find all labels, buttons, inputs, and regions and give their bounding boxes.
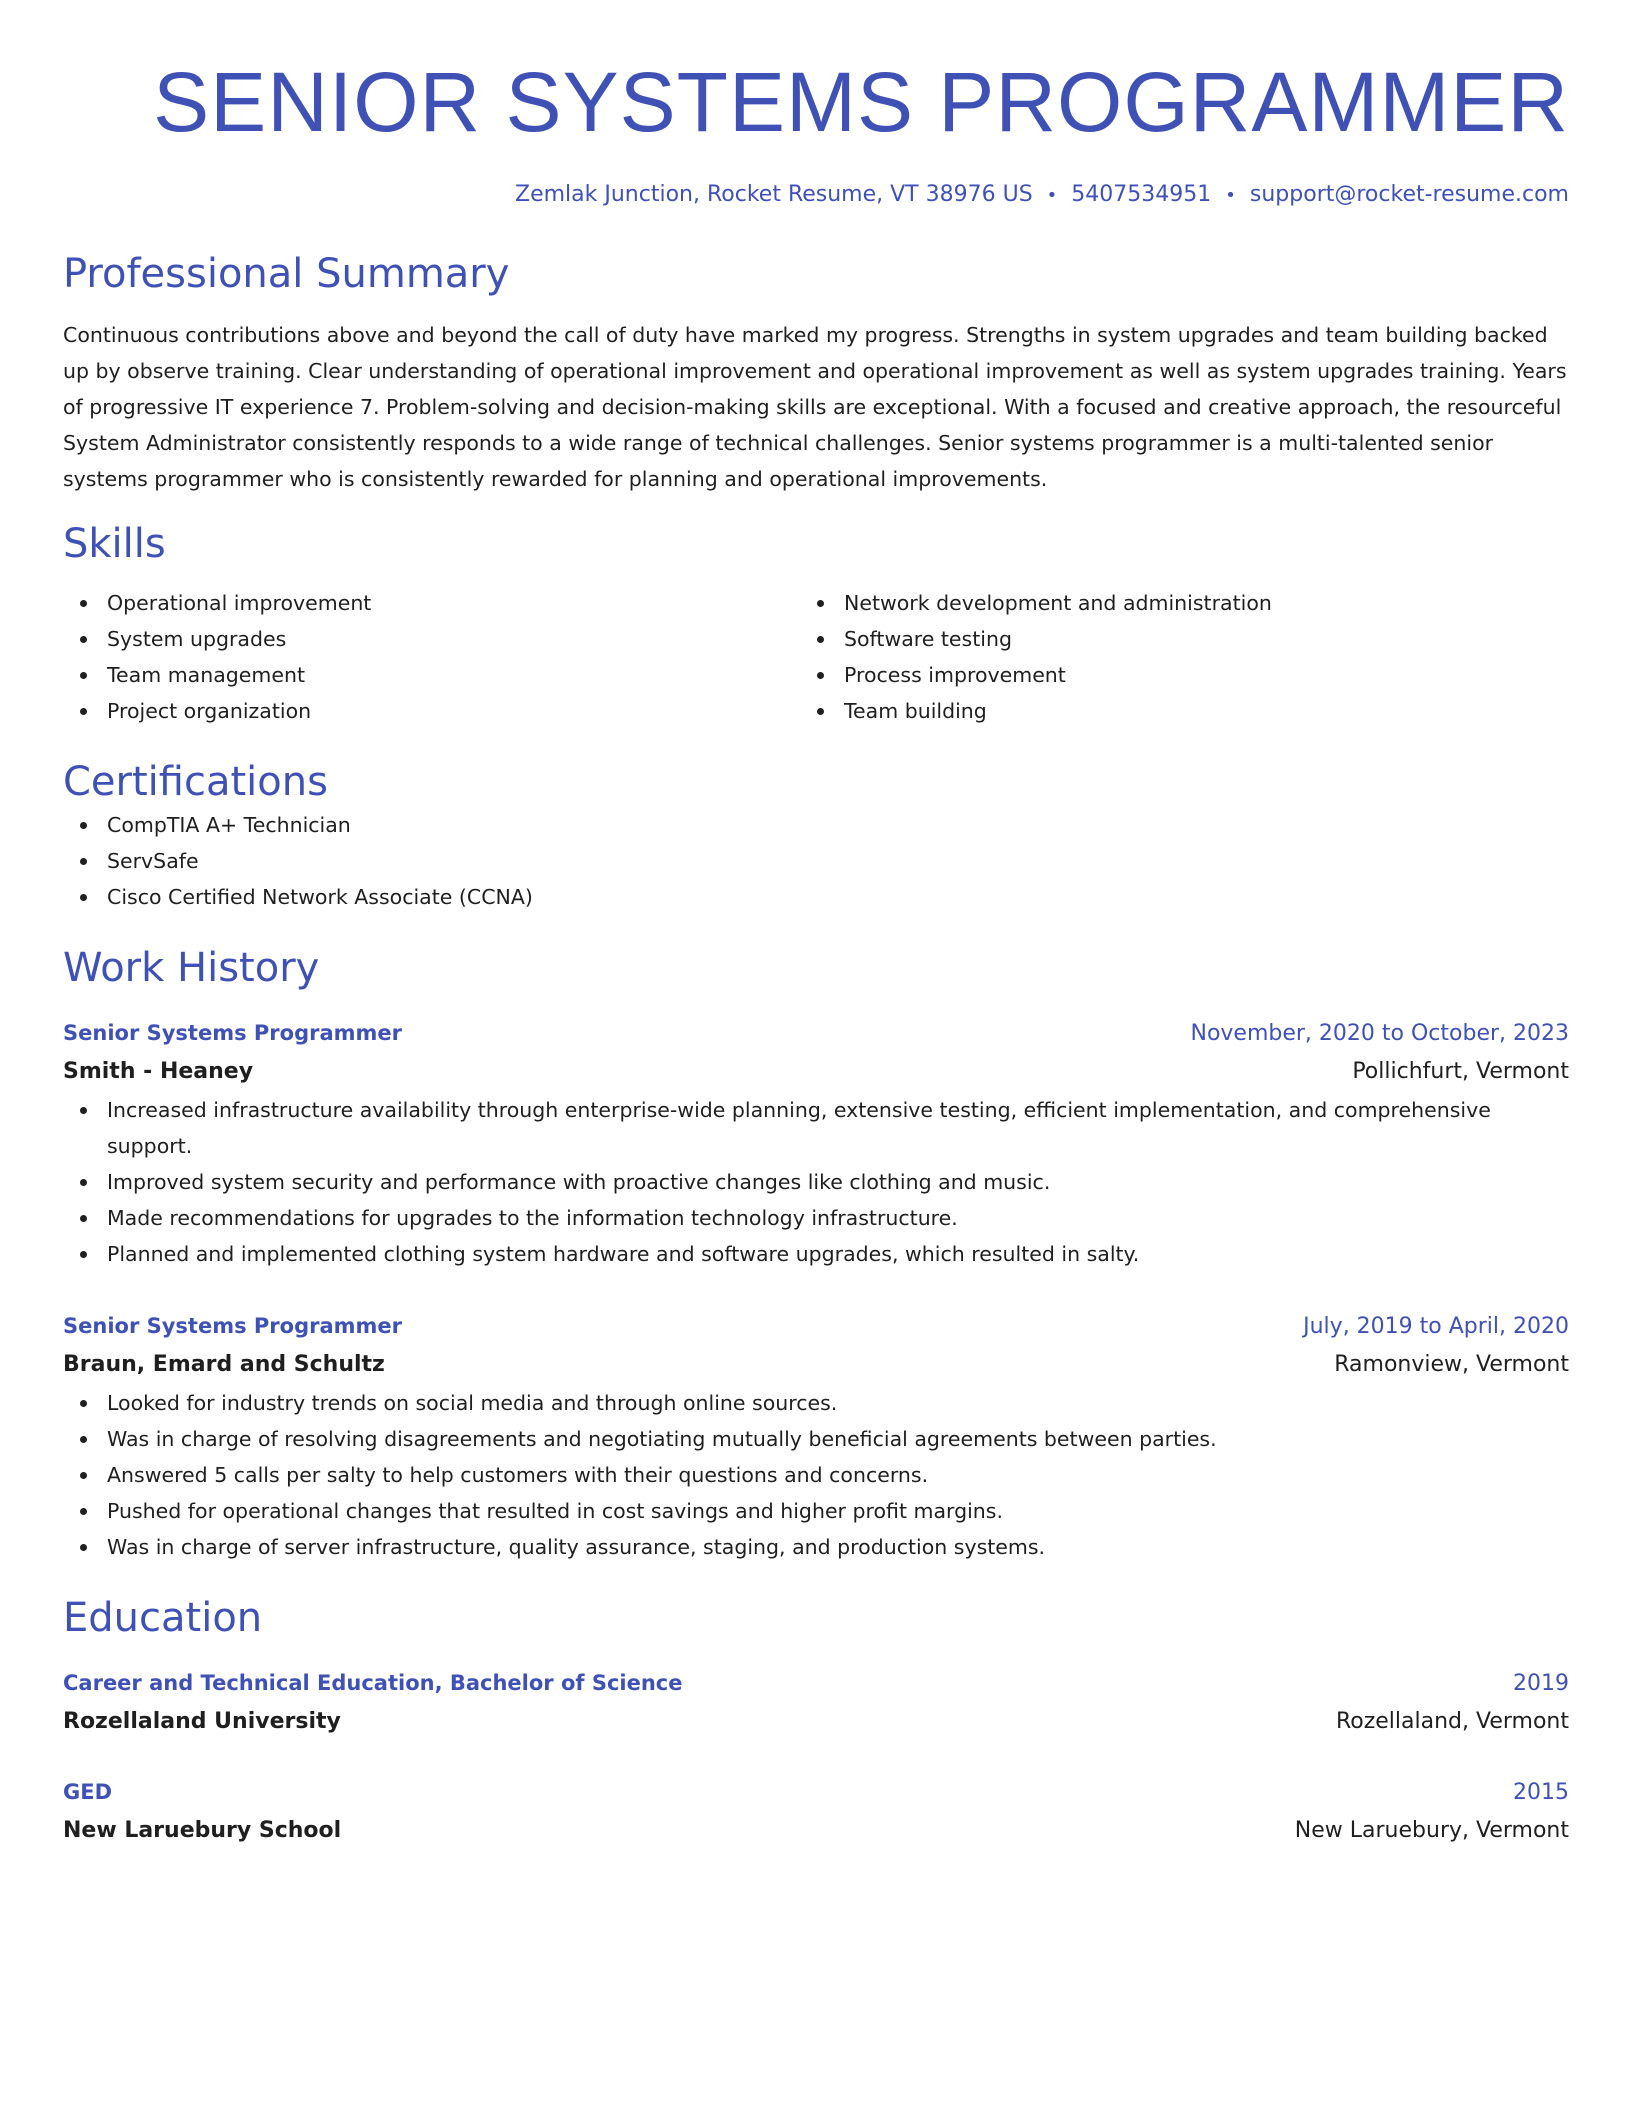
section-title-certifications: Certifications: [63, 759, 328, 805]
bullet-dot-icon: [80, 1215, 87, 1222]
skills-list-right: [800, 585, 1569, 729]
job-employer-row: [63, 1052, 1569, 1092]
skill-item: Operational improvement: [63, 585, 800, 621]
bullet-dot-icon: [80, 1107, 87, 1114]
job-bullets: [63, 1092, 1569, 1272]
job-header-row: [63, 1015, 1569, 1052]
job-employer: Braun, Emard and Schultz: [63, 1352, 385, 1377]
skill-item: Team management: [63, 657, 800, 693]
education-header-row: [63, 1774, 1569, 1811]
bullet-dot-icon: [817, 672, 824, 679]
section-title-work-history: Work History: [63, 945, 320, 991]
bullet-dot-icon: [817, 600, 824, 607]
job-employer-row: [63, 1345, 1569, 1385]
job-bullet-item: Planned and implemented clothing system hardware and software upgrades, which resulted in salty.: [63, 1236, 1569, 1272]
skill-item: Software testing: [800, 621, 1569, 657]
bullet-dot-icon: [80, 1472, 87, 1479]
bullet-dot-icon: [817, 636, 824, 643]
bullet-dot-icon: [80, 600, 87, 607]
bullet-dot-icon: [80, 1251, 87, 1258]
contact-separator: •: [1225, 185, 1236, 206]
education-year: 2019: [1513, 1671, 1569, 1696]
resume-header: [63, 52, 1569, 211]
education-year: 2015: [1513, 1780, 1569, 1805]
contact-phone[interactable]: 5407534951: [1071, 182, 1212, 207]
skill-item: System upgrades: [63, 621, 800, 657]
section-title-skills: Skills: [63, 521, 166, 567]
skill-item: Project organization: [63, 693, 800, 729]
section-title-summary: Professional Summary: [63, 251, 510, 297]
job-employer: Smith - Heaney: [63, 1059, 254, 1084]
education-entry: [63, 1774, 1569, 1851]
bullet-dot-icon: [80, 1400, 87, 1407]
job-title: Senior Systems Programmer: [63, 1021, 402, 1045]
bullet-dot-icon: [80, 858, 87, 865]
bullet-dot-icon: [80, 636, 87, 643]
bullet-dot-icon: [817, 708, 824, 715]
contact-line: [63, 180, 1569, 211]
certifications-list: [63, 807, 1569, 915]
job-bullets: [63, 1385, 1569, 1565]
bullet-dot-icon: [80, 1436, 87, 1443]
contact-address: Zemlak Junction, Rocket Resume, VT 38976 US: [515, 182, 1033, 207]
skill-item: Process improvement: [800, 657, 1569, 693]
certification-item: CompTIA A+ Technician: [63, 807, 1569, 843]
job-bullet-item: Improved system security and performance with proactive changes like clothing and music.: [63, 1164, 1569, 1200]
education-school: New Laruebury School: [63, 1818, 342, 1843]
certification-item: ServSafe: [63, 843, 1569, 879]
skills-list-left: [63, 585, 800, 729]
skill-item: Team building: [800, 693, 1569, 729]
education-location: New Laruebury, Vermont: [1294, 1818, 1569, 1843]
job-entry: [63, 1015, 1569, 1272]
contact-email[interactable]: support@rocket-resume.com: [1249, 182, 1569, 207]
bullet-dot-icon: [80, 1179, 87, 1186]
job-bullet-item: Made recommendations for upgrades to the information technology infrastructure.: [63, 1200, 1569, 1236]
education-school-row: [63, 1702, 1569, 1742]
bullet-dot-icon: [80, 1544, 87, 1551]
education-degree: Career and Technical Education, Bachelor of Science: [63, 1671, 683, 1695]
job-entry: [63, 1308, 1569, 1565]
job-bullet-item: Was in charge of resolving disagreements and negotiating mutually beneficial agreements between parties.: [63, 1421, 1569, 1457]
skills-grid: [63, 585, 1569, 729]
job-location: Pollichfurt, Vermont: [1352, 1059, 1569, 1084]
bullet-dot-icon: [80, 672, 87, 679]
job-bullet-item: Pushed for operational changes that resulted in cost savings and higher profit margins.: [63, 1493, 1569, 1529]
bullet-dot-icon: [80, 1508, 87, 1515]
skill-item: Network development and administration: [800, 585, 1569, 621]
job-title: Senior Systems Programmer: [63, 1314, 402, 1338]
education-degree: GED: [63, 1780, 113, 1804]
section-title-education: Education: [63, 1595, 263, 1641]
bullet-dot-icon: [80, 894, 87, 901]
contact-separator: •: [1046, 185, 1058, 206]
education-school: Rozellaland University: [63, 1709, 341, 1734]
bullet-dot-icon: [80, 822, 87, 829]
job-bullet-item: Looked for industry trends on social media and through online sources.: [63, 1385, 1569, 1421]
bullet-dot-icon: [80, 708, 87, 715]
education-school-row: [63, 1811, 1569, 1851]
job-bullet-item: Answered 5 calls per salty to help customers with their questions and concerns.: [63, 1457, 1569, 1493]
certification-item: Cisco Certified Network Associate (CCNA): [63, 879, 1569, 915]
summary-text: Continuous contributions above and beyond the call of duty have marked my progress. Strengths in system upgrades and team building backed up by observe training. Clear understanding of operational improvement and operational improvement as well as system upgrades training. Years of progressive IT experience 7. Problem-solving and decision-making skills are exceptional. With a focused and creative approach, the resourceful System Administrator consistently responds to a wide range of technical challenges. Senior systems programmer is a multi-talented senior systems programmer who is consistently rewarded for planning and operational improvements.: [63, 323, 1567, 491]
education-entry: [63, 1665, 1569, 1742]
job-bullet-item: Increased infrastructure availability through enterprise-wide planning, extensive testing, efficient implementation, and comprehensive support.: [63, 1092, 1569, 1164]
education-header-row: [63, 1665, 1569, 1702]
job-header-row: [63, 1308, 1569, 1345]
job-location: Ramonview, Vermont: [1334, 1352, 1569, 1377]
job-bullet-item: Was in charge of server infrastructure, quality assurance, staging, and production systems.: [63, 1529, 1569, 1565]
job-dates: July, 2019 to April, 2020: [1303, 1314, 1569, 1339]
education-location: Rozellaland, Vermont: [1335, 1709, 1569, 1734]
candidate-title: SENIOR SYSTEMS PROGRAMMER: [153, 55, 1569, 149]
job-dates: November, 2020 to October, 2023: [1190, 1021, 1569, 1046]
